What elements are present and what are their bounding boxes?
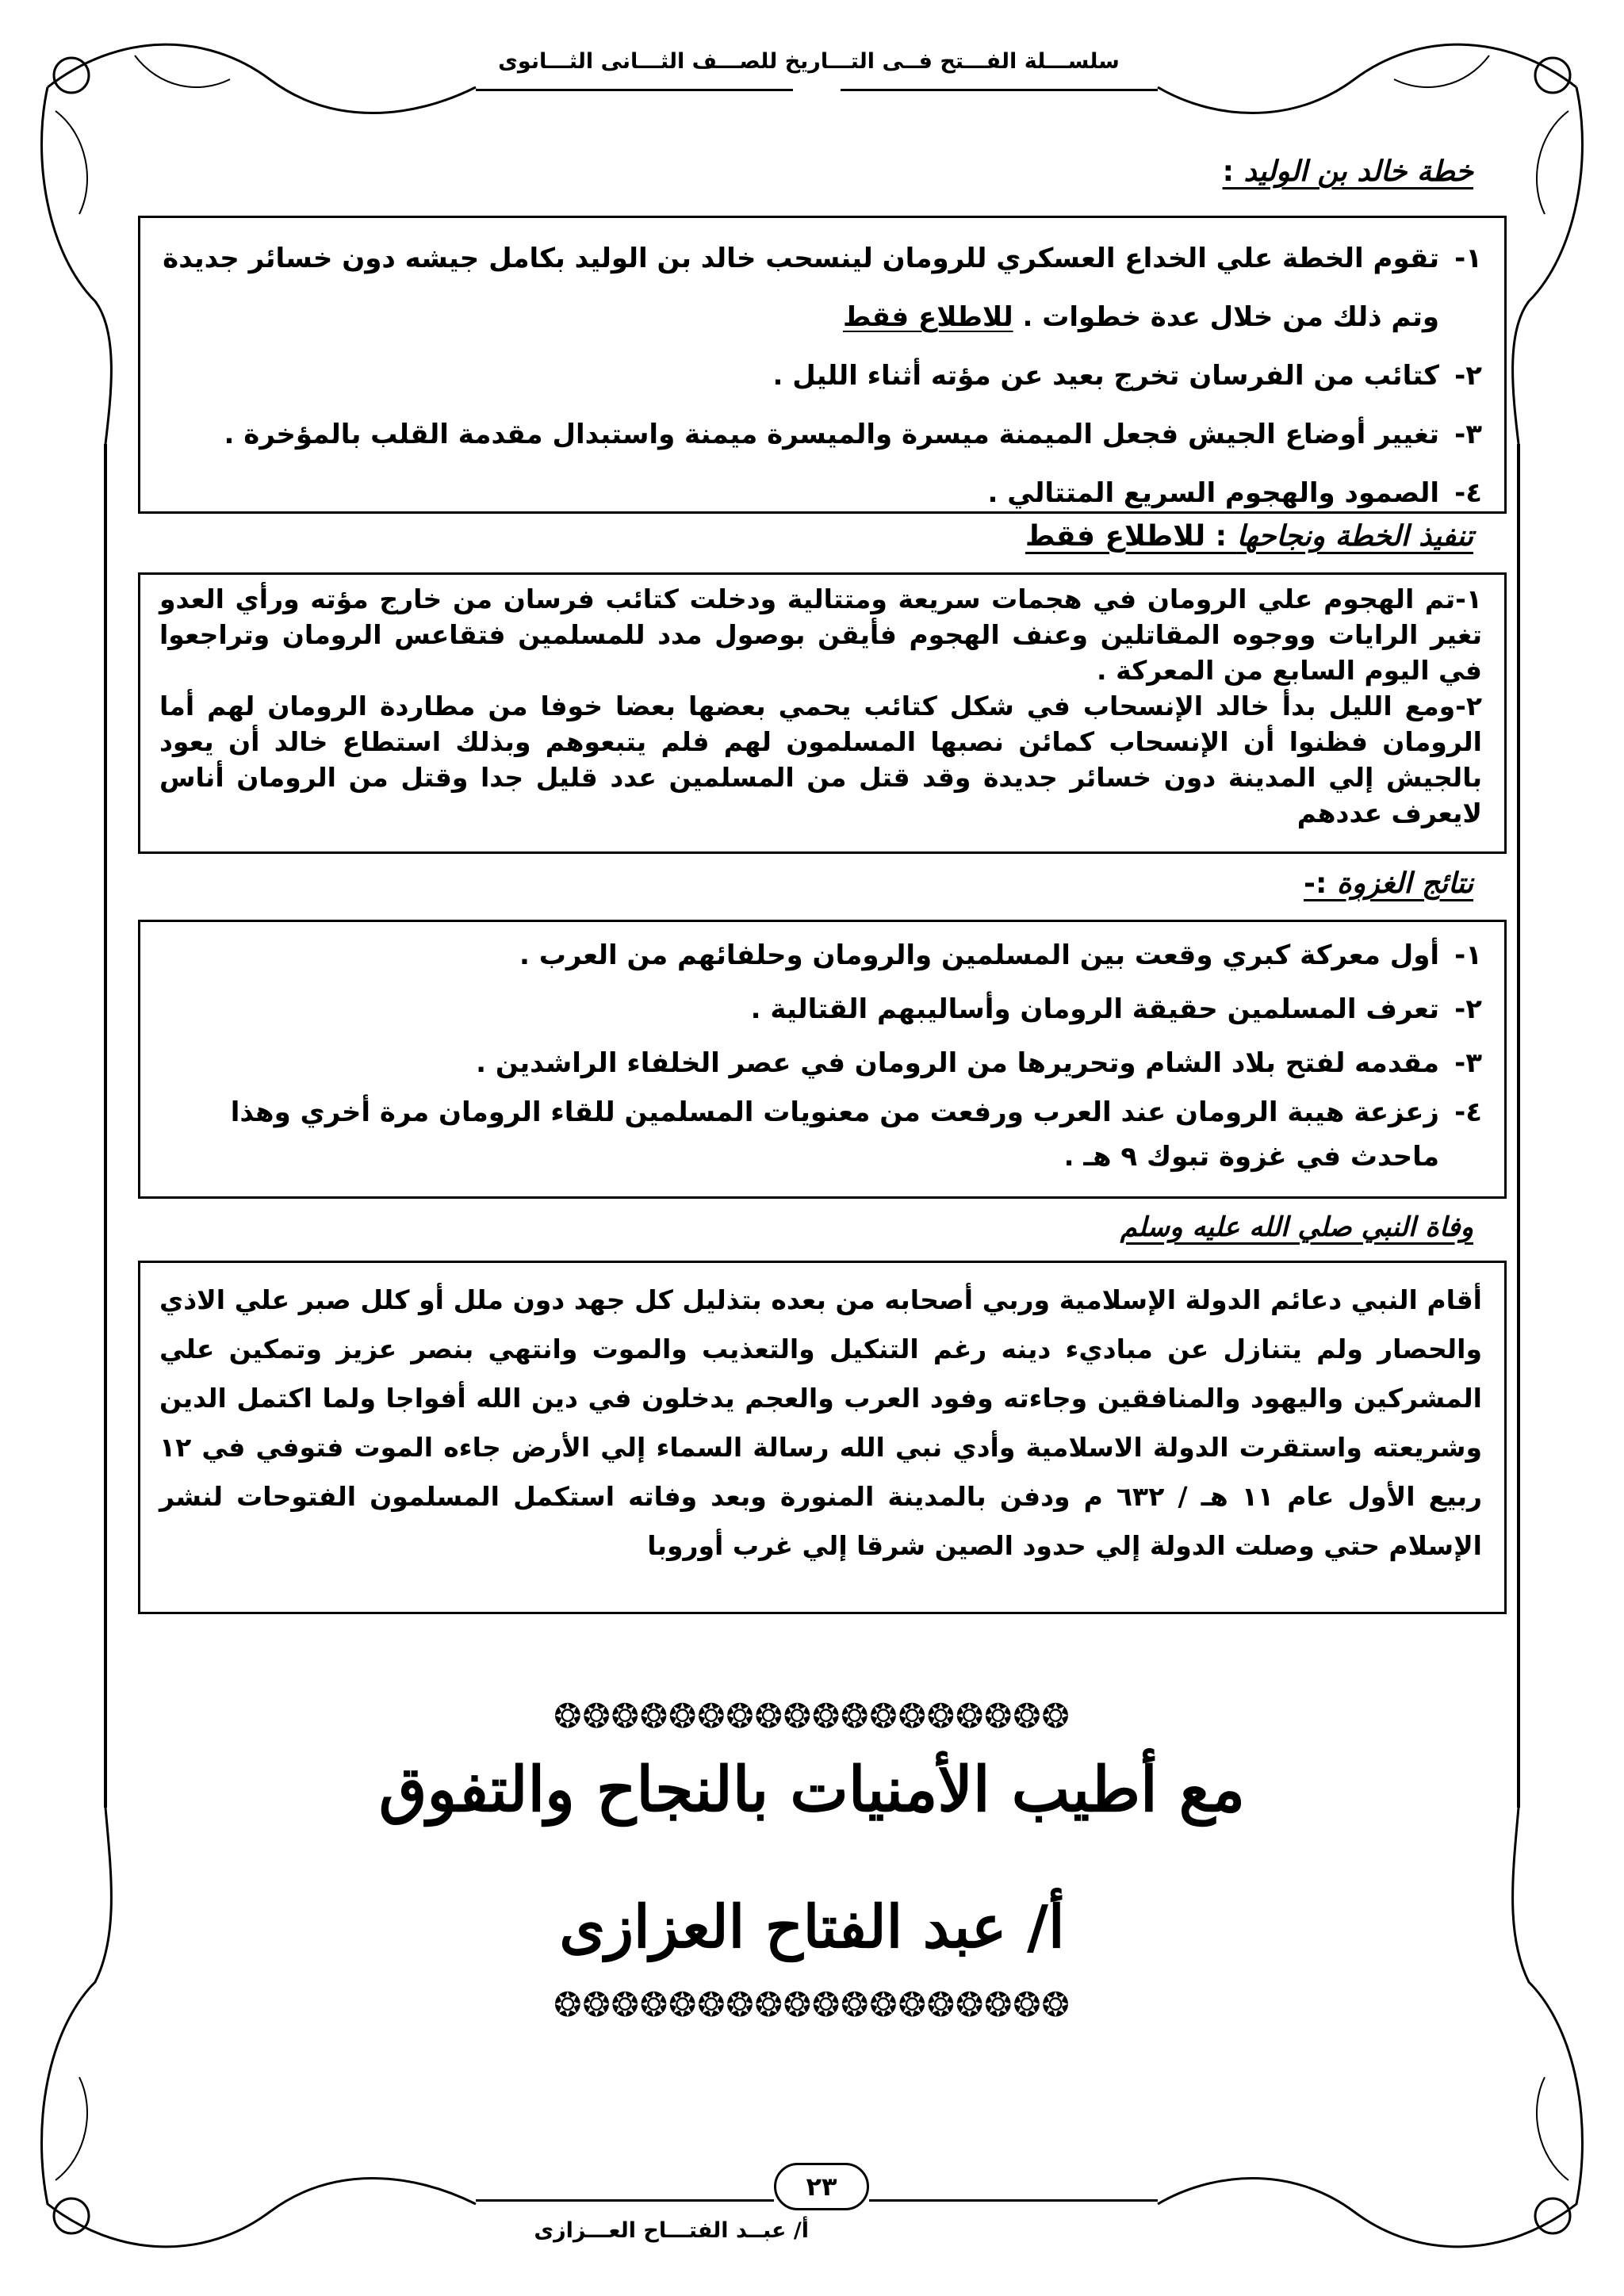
footer-rule-left <box>476 2199 774 2202</box>
footer-rule-right <box>869 2199 1158 2202</box>
list-text: الصمود والهجوم السريع المتتالي . <box>987 477 1439 509</box>
list-number: ٢- <box>1454 993 1482 1025</box>
list-number: ٣- <box>1454 419 1482 450</box>
death-paragraph: أقام النبي دعائم الدولة الإسلامية وربي أصحابه من بعده بتذليل كل جهد دون ملل أو كلل صبر علي الاذي والحصار ولم يتنازل عن مباديء دينه رغم التنكيل والتعذيب والموت وانتهي بنصر عزيز وتمكين علي المشركين واليهود والمنافقين وجاءته وفود العرب والعجم يدخلون في دين الله أفواجا ولما اكتمل الدين وشريعته واستقرت الدولة الاسلامية وأدي نبي الله رسالة السماء إلي الأرض جاءه الموت فتوفي في ١٢ ربيع الأول عام ١١ هـ / ٦٣٢ م ودفن بالمدينة المنورة وبعد وفاته استكمل المسلمون الفتوحات لنشر الإسلام حتي وصلت الدولة إلي حدود الصين شرقا إلي غرب أوروبا <box>159 1284 1482 1561</box>
execution-box <box>138 572 1507 854</box>
plan-box <box>138 216 1507 514</box>
list-number: ٤- <box>1454 477 1482 509</box>
execution-paragraph-2: ٢-ومع الليل بدأ خالد الإنسحاب في شكل كتائب يحمي بعضها بعضا خوفا من مطاردة الرومان لهم أما الرومان فظنوا أن الإنسحاب كمائن نصبها المسلمون لهم فلم يتبعوهم وبذلك استطاع خالد أن يعود بالجيش إلي المدينة دون خسائر جديدة وقد قتل من المسلمين عدد قليل جدا وقتل من الرومان أناس لايعرف عددهم <box>159 691 1482 828</box>
results-box <box>138 920 1507 1199</box>
list-item <box>159 405 1482 464</box>
header-rule-left <box>476 89 793 91</box>
list-text <box>159 229 1439 346</box>
list-item <box>159 982 1482 1036</box>
list-number: ١- <box>1454 243 1482 274</box>
death-box <box>138 1261 1507 1614</box>
list-number: ٣- <box>1454 1047 1482 1079</box>
ornament-stars-top: ❂❂❂❂❂❂❂❂❂❂❂❂❂❂❂❂❂❂ <box>553 1697 1071 1735</box>
list-number: ٤- <box>1454 1096 1482 1128</box>
plan-heading-suffix: : <box>1222 155 1244 188</box>
execution-heading-note: : للاطلاع فقط <box>1025 520 1237 553</box>
closing-wishes: مع أطيب الأمنيات بالنجاح والتفوق <box>378 1754 1246 1826</box>
plan-heading <box>1223 155 1473 188</box>
results-heading-suffix: :- <box>1304 867 1337 900</box>
list-text: أول معركة كبري وقعت بين المسلمين والرومان وحلفائهم من العرب . <box>519 939 1439 971</box>
plan-heading-text: خطة خالد بن الوليد <box>1243 155 1473 188</box>
list-number: ٢- <box>1454 360 1482 392</box>
list-text: مقدمه لفتح بلاد الشام وتحريرها من الرومان في عصر الخلفاء الراشدين . <box>476 1047 1439 1079</box>
list-text: تغيير أوضاع الجيش فجعل الميمنة ميسرة والميسرة ميمنة واستبدال مقدمة القلب بالمؤخرة . <box>224 419 1439 450</box>
ornament-stars-bottom: ❂❂❂❂❂❂❂❂❂❂❂❂❂❂❂❂❂❂ <box>553 1985 1071 2024</box>
series-title: سلســـلة الفـــتح فــى التـــاريخ للصـــف الثـــانى الثـــانوى <box>498 49 1120 74</box>
list-text: تعرف المسلمين حقيقة الرومان وأساليبهم القتالية . <box>750 993 1439 1025</box>
list-item <box>159 464 1482 522</box>
page-number: ٢٣ <box>774 2163 869 2210</box>
death-heading: وفاة النبي صلي الله عليه وسلم <box>1120 1211 1473 1243</box>
execution-heading <box>1025 520 1473 553</box>
list-number: ١- <box>1454 939 1482 971</box>
list-item <box>159 928 1482 982</box>
list-item <box>159 1090 1482 1179</box>
execution-heading-text: تنفيذ الخطة ونجاحها <box>1236 520 1473 553</box>
reading-only-note: للاطلاع فقط <box>842 301 1013 333</box>
results-heading <box>1304 867 1473 900</box>
list-item <box>159 229 1482 346</box>
list-item <box>159 346 1482 405</box>
plan-item-1-text: تقوم الخطة علي الخداع العسكري للرومان لينسحب خالد بن الوليد بكامل جيشه دون خسائر جديدة وتم ذلك من خلال عدة خطوات . <box>163 243 1439 333</box>
footer-author: أ/ عبــد الفتـــاح العـــزازى <box>534 2218 809 2243</box>
list-text: كتائب من الفرسان تخرج بعيد عن مؤته أثناء الليل . <box>772 360 1439 392</box>
closing-author: أ/ عبد الفتاح العزازى <box>559 1893 1065 1961</box>
list-text: زعزعة هيبة الرومان عند العرب ورفعت من معنويات المسلمين للقاء الرومان مرة أخري وهذا ماحدث في غزوة تبوك ٩ هـ . <box>230 1096 1439 1173</box>
header-rule-right <box>841 89 1158 91</box>
results-heading-text: نتائج الغزوة <box>1336 867 1473 900</box>
execution-paragraph-1: ١-تم الهجوم علي الرومان في هجمات سريعة ومتتالية ودخلت كتائب فرسان من خارج مؤته ورأي العدو تغير الرايات ووجوه المقاتلين وعنف الهجوم فأيقن بوصول مدد للمسلمين فتقاعس الرومان وتراجعوا في اليوم السابع من المعركة . <box>159 584 1482 686</box>
list-item <box>159 1036 1482 1090</box>
